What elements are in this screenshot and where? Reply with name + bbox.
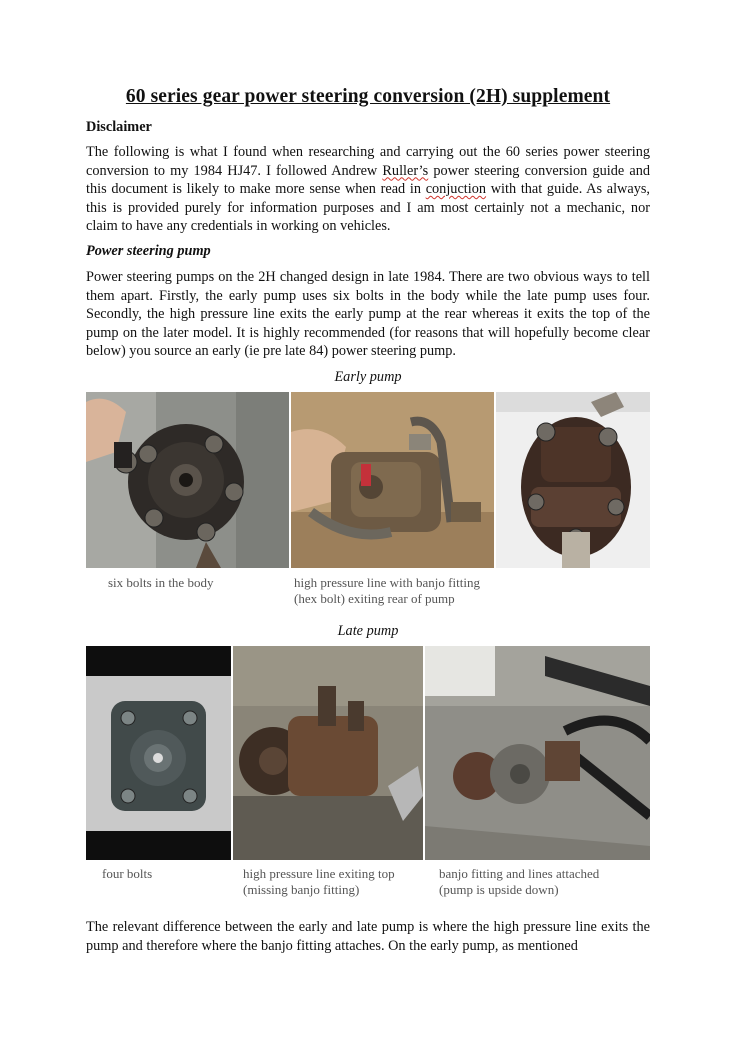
late-photo-caption-1: four bolts — [102, 866, 153, 881]
pump-section-heading: Power steering pump — [86, 243, 211, 259]
spellcheck-flagged-word: conjuction — [425, 181, 487, 198]
early-photo-caption-2: high pressure line with banjo fitting (hex bolt) exiting rear of pump — [294, 575, 480, 606]
late-pump-caption: Late pump — [337, 623, 399, 639]
disclaimer-paragraph — [86, 143, 650, 236]
early-pump-photo-upright — [496, 392, 650, 568]
late-pump-photo-top-line — [233, 646, 423, 860]
early-photo-caption-1: six bolts in the body — [108, 575, 214, 590]
disclaimer-text-middle: power steering conversion guide and this document is likely to make more sense when read in — [86, 162, 650, 198]
disclaimer-text-before: The following is what I found when researching and carrying out the 60 series power steering conversion to my 1984 HJ47. I followed Andrew — [86, 144, 650, 179]
pump-section-paragraph: Power steering pumps on the 2H changed design in late 1984. There are two obvious ways to tell them apart. Firstly, the early pump uses six bolts in the body while the late pump uses four. Secondly, the high pressure line exits the early pump at the rear whereas it exits the top of the pump on the later model. It is highly recommended (for reasons that will hopefully become clear below) you source an early (ie pre late 84) power steering pump. — [86, 269, 650, 360]
closing-paragraph: The relevant difference between the early and late pump is where the high pressure line exits the pump and therefore where the banjo fitting attaches. On the early pump, as mentioned — [86, 919, 650, 954]
disclaimer-heading: Disclaimer — [86, 119, 152, 135]
early-pump-photo-strip — [86, 392, 650, 606]
late-pump-photo-four-bolts — [86, 646, 231, 860]
late-pump-photo-strip — [86, 646, 650, 897]
late-photo-caption-2: high pressure line exiting top (missing banjo fitting) — [243, 866, 395, 897]
late-pump-photo-banjo-attached — [425, 646, 650, 860]
early-pump-caption: Early pump — [334, 369, 402, 385]
late-photo-caption-3: banjo fitting and lines attached (pump is upside down) — [439, 866, 600, 897]
disclaimer-text-after: with that guide. As always, this is provided purely for information purposes and I am most certainly not a mechanic, nor claim to have any credentials in working on vehicles. — [86, 181, 650, 235]
document-title: 60 series gear power steering conversion (2H) supplement — [125, 86, 611, 107]
early-pump-photo-rear-line — [291, 392, 494, 568]
early-pump-photo-six-bolts — [86, 392, 289, 568]
spellcheck-flagged-name: Ruller’s — [382, 162, 429, 179]
